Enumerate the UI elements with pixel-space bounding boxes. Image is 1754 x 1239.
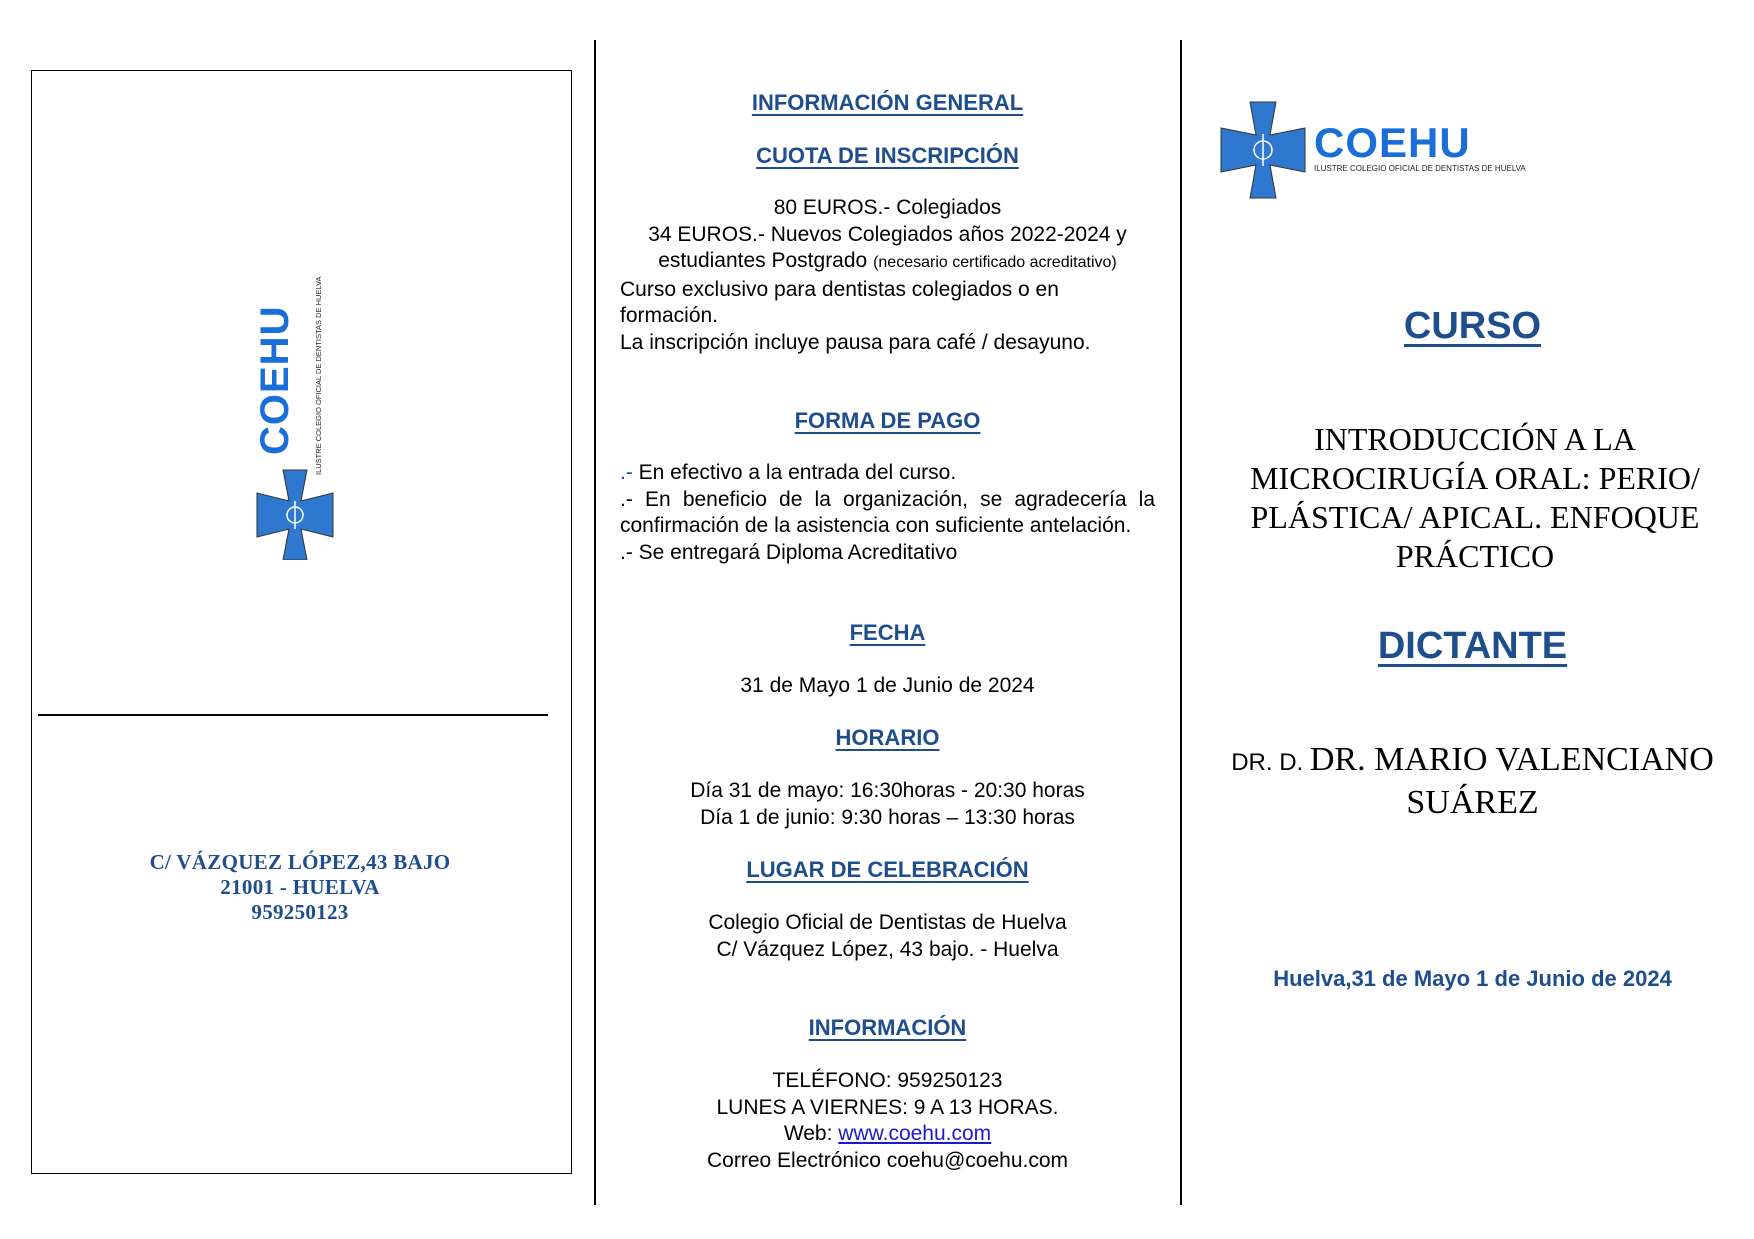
fold-divider-1 [594, 40, 596, 1205]
horario-heading: HORARIO [835, 725, 940, 750]
lugar-section [620, 910, 1155, 963]
svg-text:ILUSTRE COLEGIO OFICIAL DE DEN: ILUSTRE COLEGIO OFICIAL DE DENTISTAS DE HUELVA [1314, 164, 1526, 173]
lugar-heading: LUGAR DE CELEBRACIÓN [746, 857, 1029, 882]
web-label: Web: [783, 1122, 839, 1145]
svg-text:COEHU: COEHU [253, 305, 297, 455]
speaker-name: DR. MARIO VALENCIANO SUÁREZ [1309, 741, 1714, 821]
bullet-marker: .- [620, 461, 633, 484]
curso-label: CURSO [1403, 305, 1542, 347]
info-email: Correo Electrónico coehu@coehu.com [707, 1148, 1068, 1172]
info-general-heading: INFORMACIÓN GENERAL [751, 90, 1024, 115]
website-link[interactable]: www.coehu.com [838, 1122, 992, 1145]
lugar-address: C/ Vázquez López, 43 bajo. - Huelva [716, 937, 1059, 961]
address-street: C/ VÁZQUEZ LÓPEZ,43 BAJO [149, 850, 451, 874]
speaker [1210, 740, 1735, 823]
place-date: Huelva,31 de Mayo 1 de Junio de 2024 [1273, 966, 1672, 991]
address-postal-city: 21001 - HUELVA [220, 875, 380, 899]
svg-text:ILUSTRE COLEGIO OFICIAL DE DEN: ILUSTRE COLEGIO OFICIAL DE DENTISTAS DE HUELVA [314, 276, 323, 475]
svg-text:COEHU: COEHU [1314, 119, 1471, 166]
cuota-section [620, 195, 1155, 356]
payment-item-cash [620, 460, 1155, 487]
fecha-value: 31 de Mayo 1 de Junio de 2024 [740, 674, 1035, 697]
right-logo [1215, 95, 1595, 205]
info-web [620, 1121, 1155, 1148]
payment-item-diploma: .- Se entregará Diploma Acreditativo [620, 540, 958, 564]
course-title: INTRODUCCIÓN A LA MICROCIRUGÍA ORAL: PERIO/ PLÁSTICA/ APICAL. ENFOQUE PRÁCTICO [1250, 421, 1700, 574]
return-address [60, 850, 540, 925]
fee-nuevos: 34 EUROS.- Nuevos Colegiados años 2022-2024 y [648, 222, 1127, 246]
lugar-name: Colegio Oficial de Dentistas de Huelva [708, 911, 1067, 934]
payment-item-confirmation: .- En beneficio de la organización, se agradecería la confirmación de la asistencia con suficiente antelación. [620, 487, 1155, 537]
fee-estudiantes [620, 248, 1155, 277]
fecha-heading: FECHA [849, 620, 926, 645]
left-logo [245, 240, 365, 560]
info-horario: LUNES A VIERNES: 9 A 13 HORAS. [716, 1095, 1059, 1119]
fee-estudiantes-note: (necesario certificado acreditativo) [873, 254, 1117, 271]
speaker-prefix: DR. D. [1231, 749, 1310, 776]
horario-section [620, 778, 1155, 831]
fold-divider-2 [1180, 40, 1182, 1205]
horario-day2: Día 1 de junio: 9:30 horas – 13:30 horas [700, 805, 1075, 829]
cuota-heading: CUOTA DE INSCRIPCIÓN [756, 143, 1019, 168]
coehu-vertical-logo-icon [245, 240, 365, 560]
left-panel-frame [31, 70, 572, 1174]
informacion-section [620, 1068, 1155, 1174]
informacion-heading: INFORMACIÓN [808, 1015, 967, 1040]
coehu-horizontal-logo-icon [1215, 95, 1595, 205]
info-telefono: TELÉFONO: 959250123 [772, 1069, 1003, 1092]
payment-item-cash-text: En efectivo a la entrada del curso. [632, 461, 957, 484]
fee-estudiantes-text: estudiantes Postgrado [658, 249, 874, 272]
address-phone: 959250123 [251, 900, 349, 924]
left-panel-separator [38, 714, 548, 716]
coffee-note: La inscripción incluye pausa para café / desayuno. [620, 330, 1091, 354]
fee-colegiados: 80 EUROS.- Colegiados [773, 196, 1002, 219]
exclusive-note: Curso exclusivo para dentistas colegiados o en formación. [620, 277, 1059, 327]
horario-day1: Día 31 de mayo: 16:30horas - 20:30 horas [690, 779, 1085, 802]
dictante-label: DICTANTE [1377, 625, 1568, 667]
forma-pago-heading: FORMA DE PAGO [794, 408, 981, 433]
forma-pago-section [620, 460, 1155, 566]
